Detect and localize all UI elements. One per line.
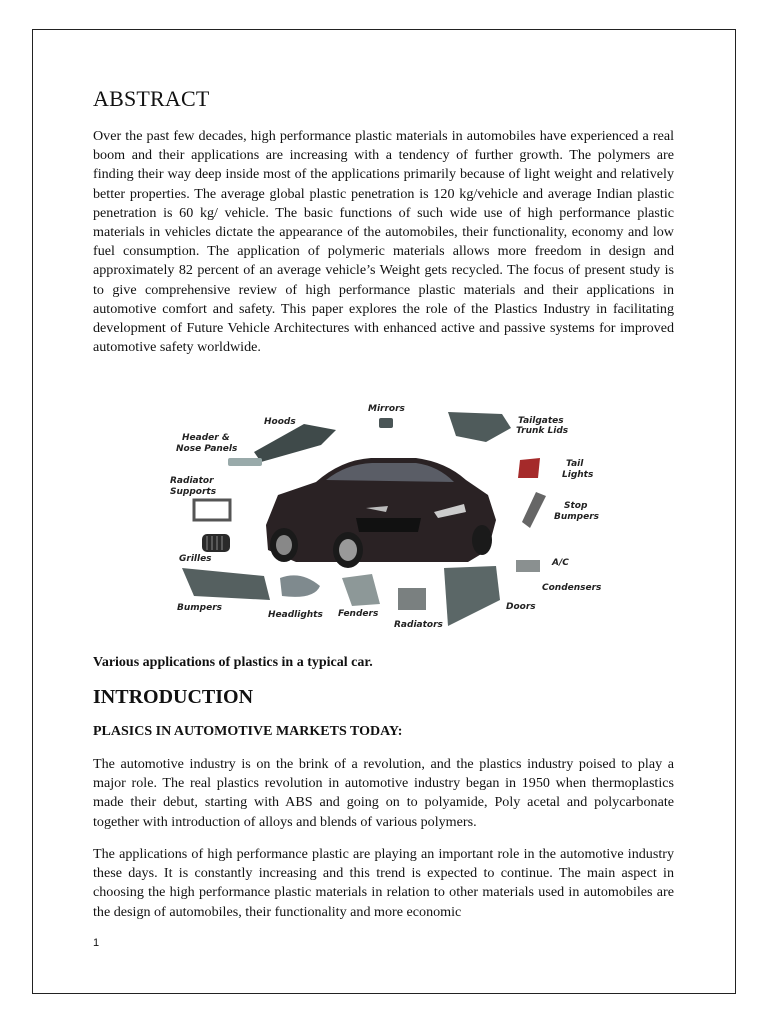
label-bumpers: Bumpers: [177, 603, 222, 613]
headlight-part: [280, 575, 320, 597]
label-fenders: Fenders: [338, 609, 379, 619]
label-tail-lights-1: Tail: [566, 459, 584, 469]
fender-part: [342, 574, 380, 606]
abstract-paragraph: Over the past few decades, high performance plastic materials in automobiles have experienced a real boom and their applications are increasing with a tendency of further growth. The polymers are finding their way deep inside most of the applications primarily because of light weight and relatively better properties. The average global plastic penetration is 120 kg/vehicle and average Indian plastic penetration is 60 kg/ vehicle. The basic functions of such wide use of high performance plastic materials in vehicles dictate the appearance of the automobiles, their functionality, economy and low fuel consumption. The application of polymeric materials allows more freedom in design and approximately 82 percent of an average vehicle’s Weight gets recycled. The focus of present study is to give comprehensive review of high performance plastic materials and their applications in automotive comfort and safety. This paper explores the role of the Plastics Industry in facilitating development of Future Vehicle Architectures with enhanced active and passive systems for improved automotive safety worldwide.: [93, 128, 674, 356]
mirror-part: [379, 418, 393, 428]
label-stop-bumpers-2: Bumpers: [554, 512, 599, 522]
label-mirrors: Mirrors: [368, 404, 405, 414]
label-stop-bumpers-1: Stop: [564, 501, 588, 511]
intro-paragraph-2: The applications of high performance plastic are playing an important role in the automotive industry these days. It is constantly increasing and this trend is expected to continue. The main aspect in choosing the high performance plastic materials in relation to other materials used in automobiles are the design of automobiles, their functionality and more economic: [93, 846, 674, 920]
hood-part: [254, 424, 336, 462]
car-parts-figure: [166, 400, 602, 636]
label-ac-condensers-2: Condensers: [542, 583, 602, 593]
label-tail-lights-2: Lights: [562, 470, 594, 480]
tailgate-part: [448, 412, 511, 442]
abstract-heading: ABSTRACT: [93, 86, 210, 111]
label-radiators: Radiators: [394, 620, 443, 630]
label-header-2: Nose Panels: [176, 444, 238, 454]
label-radiator-supports-1: Radiator: [170, 476, 214, 486]
label-doors: Doors: [506, 602, 536, 612]
car-image: [266, 458, 496, 568]
label-headlights: Headlights: [268, 610, 323, 620]
page-number: 1: [93, 937, 100, 949]
radiator-part: [398, 588, 426, 610]
header-panel-part: [228, 458, 262, 466]
label-grilles: Grilles: [179, 554, 212, 564]
label-radiator-supports-2: Supports: [170, 487, 217, 497]
stop-bumper-part: [522, 492, 546, 528]
label-header-1: Header &: [182, 433, 230, 443]
radiator-support-part: [194, 500, 230, 520]
intro-paragraph-1: The automotive industry is on the brink of a revolution, and the plastics industry poised to play a major role. The real plastics revolution in automotive industry began in 1950 when thermoplastics made their debut, starting with ABS and going on to polyamide, Poly acetal and polycarbonate together with introduction of alloys and blends of various polymers.: [93, 756, 674, 830]
ac-condenser-part: [516, 560, 540, 572]
introduction-heading: INTRODUCTION: [93, 686, 254, 708]
section-subheading: PLASICS IN AUTOMOTIVE MARKETS TODAY:: [93, 724, 403, 739]
door-part: [444, 566, 500, 626]
bumper-part: [182, 568, 270, 600]
grille-part: [202, 534, 230, 552]
label-ac-condensers-1: A/C: [552, 558, 569, 568]
label-tailgates-2: Trunk Lids: [516, 426, 569, 436]
figure-caption: Various applications of plastics in a typical car.: [93, 655, 373, 670]
label-tailgates-1: Tailgates: [518, 416, 564, 426]
label-hoods: Hoods: [264, 417, 296, 427]
tail-light-part: [518, 458, 540, 478]
